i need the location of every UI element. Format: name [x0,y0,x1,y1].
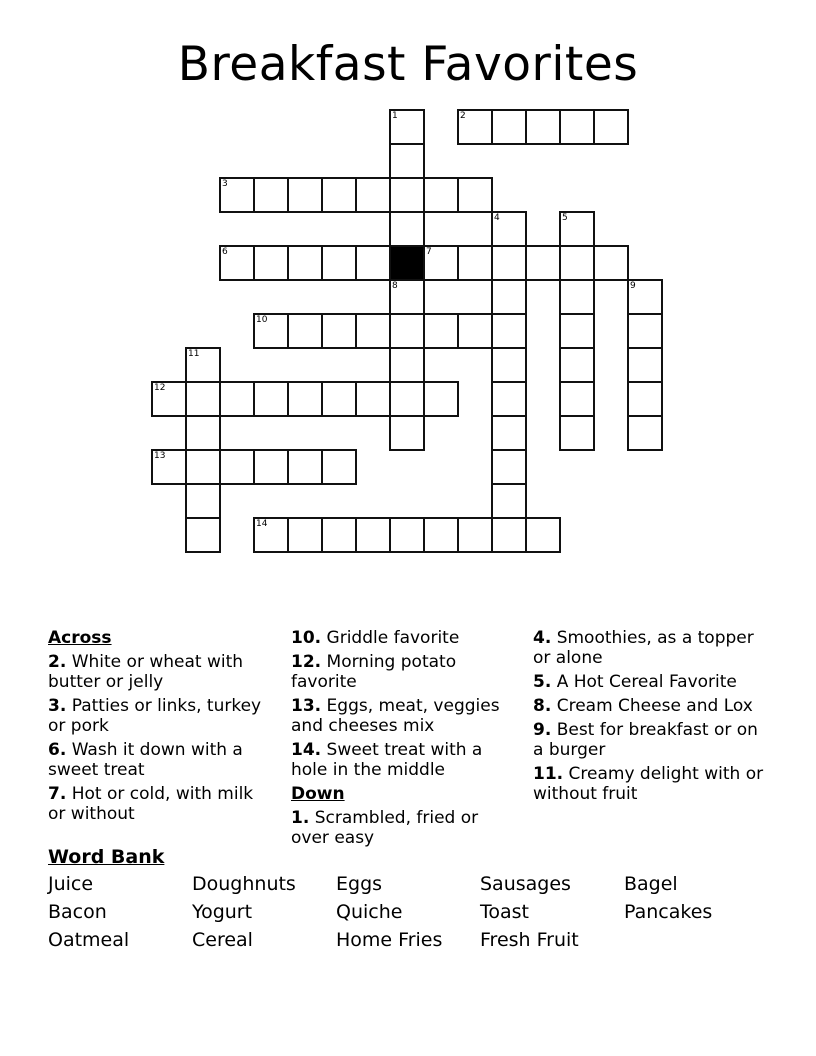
clue-number: 3. [48,696,67,716]
clue-across-12 [291,652,521,692]
clue-across-13 [291,696,521,736]
clue-number: 6. [48,740,67,760]
across-header: Across [48,628,112,648]
word-bank-item: Bacon [48,901,107,923]
word-bank-item: Eggs [336,873,383,895]
clue-number: 2. [48,652,67,672]
clue-number-label: 10 [256,315,268,325]
grid-cell[interactable] [287,449,323,485]
grid-cell[interactable] [627,347,663,383]
grid-cell[interactable] [491,245,527,281]
grid-cell[interactable] [457,313,493,349]
clue-text: Hot or cold, with milk or without [48,784,254,824]
grid-cell[interactable] [287,313,323,349]
clue-down-8 [533,696,768,716]
grid-cell[interactable] [151,381,187,417]
clue-number-label: 5 [562,213,568,223]
clue-down-11 [533,764,768,804]
grid-cell[interactable] [389,279,425,315]
clue-number-label: 8 [392,281,398,291]
clue-text: Eggs, meat, veggies and cheeses mix [291,696,500,736]
grid-cell[interactable] [491,517,527,553]
clue-number: 5. [533,672,552,692]
black-cell [389,245,425,281]
grid-cell[interactable] [423,517,459,553]
grid-cell[interactable] [457,177,493,213]
grid-cell[interactable] [321,177,357,213]
grid-cell[interactable] [321,313,357,349]
grid-cell[interactable] [491,415,527,451]
puzzle-title: Breakfast Favorites [177,37,639,92]
clue-text: Griddle favorite [326,628,460,648]
grid-cell[interactable] [185,483,221,519]
word-bank-item: Fresh Fruit [480,929,579,951]
grid-cell[interactable] [389,177,425,213]
clue-text: Scrambled, fried or over easy [291,808,479,848]
grid-cell[interactable] [627,381,663,417]
grid-cell[interactable] [151,449,187,485]
grid-cell[interactable] [491,109,527,145]
grid-cell[interactable] [287,245,323,281]
grid-cell[interactable] [219,449,255,485]
grid-cell[interactable] [389,381,425,417]
grid-cell[interactable] [185,381,221,417]
clue-text: Cream Cheese and Lox [556,696,753,716]
grid-cell[interactable] [559,415,595,451]
word-bank-item: Quiche [336,901,403,923]
grid-cell[interactable] [559,109,595,145]
grid-cell[interactable] [627,415,663,451]
word-bank-item: Doughnuts [192,873,296,895]
clue-number-label: 2 [460,111,466,121]
grid-cell[interactable] [525,245,561,281]
grid-cell[interactable] [593,245,629,281]
clue-across-14 [291,740,521,780]
grid-cell[interactable] [253,177,289,213]
clue-across-2 [48,652,273,692]
grid-cell[interactable] [559,245,595,281]
clue-across-3 [48,696,273,736]
grid-cell[interactable] [355,517,391,553]
grid-cell[interactable] [287,517,323,553]
grid-cell[interactable] [491,313,527,349]
clue-text: Best for breakfast or on a burger [533,720,758,760]
grid-cell[interactable] [287,177,323,213]
grid-cell[interactable] [185,517,221,553]
grid-cell[interactable] [491,449,527,485]
grid-cell[interactable] [457,245,493,281]
clue-number-label: 12 [154,383,166,393]
grid-cell[interactable] [219,177,255,213]
grid-cell[interactable] [185,449,221,485]
grid-cell[interactable] [185,415,221,451]
grid-cell[interactable] [389,143,425,179]
clue-text: White or wheat with butter or jelly [48,652,244,692]
clue-text: Creamy delight with or without fruit [533,764,764,804]
grid-cell[interactable] [525,109,561,145]
grid-cell[interactable] [457,517,493,553]
grid-cell[interactable] [219,245,255,281]
clue-number: 7. [48,784,67,804]
clue-number: 8. [533,696,552,716]
grid-cell[interactable] [355,381,391,417]
word-bank-item: Cereal [192,929,253,951]
word-bank-item: Oatmeal [48,929,130,951]
clue-number-label: 7 [426,247,432,257]
grid-cell[interactable] [185,347,221,383]
grid-cell[interactable] [491,211,527,247]
grid-cell[interactable] [559,279,595,315]
grid-cell[interactable] [627,279,663,315]
clue-down-9 [533,720,768,760]
clue-text: A Hot Cereal Favorite [556,672,737,692]
word-bank-list [48,872,768,952]
grid-cell[interactable] [423,177,459,213]
clue-number: 1. [291,808,310,828]
grid-cell[interactable] [253,313,289,349]
grid-cell[interactable] [253,449,289,485]
grid-cell[interactable] [491,483,527,519]
clue-number-label: 3 [222,179,228,189]
grid-cell[interactable] [355,177,391,213]
grid-cell[interactable] [355,313,391,349]
grid-cell[interactable] [525,517,561,553]
grid-cell[interactable] [355,245,391,281]
grid-cell[interactable] [593,109,629,145]
grid-cell[interactable] [389,313,425,349]
grid-cell[interactable] [559,381,595,417]
clues-column-2 [291,628,521,852]
word-bank-item: Juice [48,873,94,895]
grid-cell[interactable] [321,517,357,553]
clue-number: 9. [533,720,552,740]
clue-down-4 [533,628,768,668]
grid-cell[interactable] [321,245,357,281]
grid-cell[interactable] [219,381,255,417]
grid-cell[interactable] [423,381,459,417]
grid-cell[interactable] [491,279,527,315]
grid-cell[interactable] [321,449,357,485]
grid-cell[interactable] [491,381,527,417]
clue-number-label: 9 [630,281,636,291]
grid-cell[interactable] [253,381,289,417]
grid-cell[interactable] [389,347,425,383]
clue-text: Morning potato favorite [291,652,457,692]
grid-cell[interactable] [321,381,357,417]
clue-number-label: 6 [222,247,228,257]
clue-number: 13. [291,696,322,716]
clue-number-label: 11 [188,349,200,359]
grid-cell[interactable] [457,109,493,145]
clues-column-1 [48,628,273,828]
clue-number-label: 13 [154,451,166,461]
grid-cell[interactable] [559,347,595,383]
word-bank-item: Bagel [624,873,678,895]
clue-number-label: 4 [494,213,500,223]
word-bank-item: Home Fries [336,929,443,951]
grid-cell[interactable] [389,211,425,247]
word-bank [48,846,768,952]
word-bank-item: Sausages [480,873,571,895]
clue-number: 10. [291,628,322,648]
clue-down-1 [291,808,521,848]
word-bank-item: Toast [480,901,529,923]
clue-text: Smoothies, as a topper or alone [533,628,754,668]
down-header: Down [291,784,345,804]
clue-text: Wash it down with a sweet treat [48,740,243,780]
grid-cell[interactable] [389,517,425,553]
clue-number-label: 1 [392,111,398,121]
grid-cell[interactable] [627,313,663,349]
grid-cell[interactable] [491,347,527,383]
clue-down-5 [533,672,768,692]
clue-number: 14. [291,740,322,760]
clues-column-3 [533,628,768,808]
grid-cell[interactable] [253,517,289,553]
grid-cell[interactable] [389,415,425,451]
grid-cell[interactable] [423,245,459,281]
grid-cell[interactable] [389,109,425,145]
clue-number-label: 14 [256,519,268,529]
grid-cell[interactable] [253,245,289,281]
grid-cell[interactable] [559,313,595,349]
clue-across-7 [48,784,273,824]
word-bank-item: Pancakes [624,901,713,923]
grid-cell[interactable] [287,381,323,417]
clue-text: Sweet treat with a hole in the middle [291,740,483,780]
clue-number: 11. [533,764,564,784]
word-bank-header: Word Bank [48,846,165,868]
clue-number: 12. [291,652,322,672]
grid-cell[interactable] [423,313,459,349]
clue-text: Patties or links, turkey or pork [48,696,262,736]
clue-across-10 [291,628,521,648]
clue-across-6 [48,740,273,780]
word-bank-item: Yogurt [192,901,253,923]
clue-number: 4. [533,628,552,648]
grid-cell[interactable] [559,211,595,247]
